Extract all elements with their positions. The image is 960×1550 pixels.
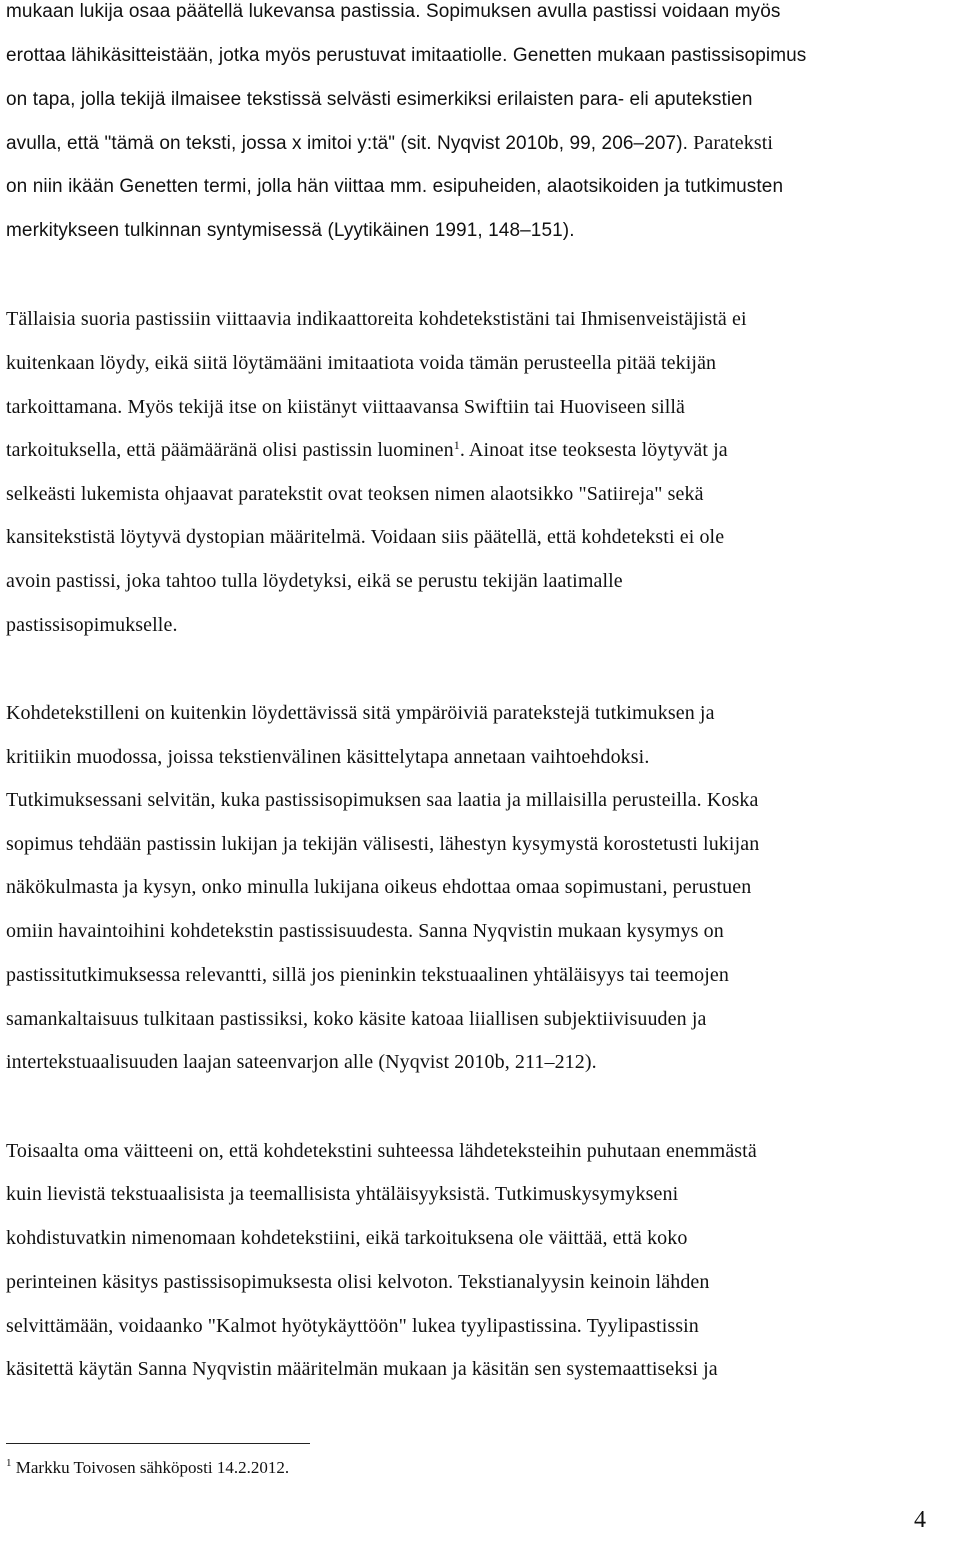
text-line [6,131,773,156]
text-line: mukaan lukija osaa päätellä lukevansa pastissia. Sopimuksen avulla pastissi voidaan myös [6,1,781,22]
text-line: pastissitutkimuksessa relevantti, sillä jos pieninkin tekstuaalinen yhtäläisyys tai teemojen [6,964,729,986]
text-line: kuin lievistä tekstuaalisista ja teemallisista yhtäläisyyksistä. Tutkimuskysymykseni [6,1183,679,1205]
text-line [6,438,728,462]
text-line: samankaltaisuus tulkitaan pastissiksi, koko käsite katoaa liiallisen subjektiivisuuden ja [6,1008,707,1030]
text-line: on niin ikään Genetten termi, jolla hän viittaa mm. esipuheiden, alaotsikoiden ja tutkimusten [6,176,784,197]
text-line: intertekstuaalisuuden laajan sateenvarjon alle (Nyqvist 2010b, 211–212). [6,1051,597,1073]
text-line: pastissisopimukselle. [6,614,178,636]
text-line: kritiikin muodossa, joissa tekstienvälinen käsittelytapa annetaan vaihtoehdoksi. [6,746,650,768]
text-line: omiin havaintoihini kohdetekstin pastissisuudesta. Sanna Nyqvistin mukaan kysymys on [6,920,724,942]
text-segment: . Ainoat itse teoksesta löytyvät ja [459,439,728,461]
text-line: käsitettä käytän Sanna Nyqvistin määritelmän mukaan ja käsitän sen systemaattiseksi ja [6,1358,718,1380]
text-segment: Parateksti [693,132,774,154]
text-line: on tapa, jolla tekijä ilmaisee tekstissä selvästi esimerkiksi erilaisten para- eli aputekstien [6,89,753,110]
text-line: perinteinen käsitys pastissisopimuksesta olisi kelvoton. Tekstianalyysin keinoin lähden [6,1271,710,1293]
text-line: erottaa lähikäsitteistään, jotka myös perustuvat imitaatiolle. Genetten mukaan pastissisopimus [6,45,807,66]
text-line: avoin pastissi, joka tahtoo tulla löydetyksi, eikä se perustu tekijän laatimalle [6,570,623,592]
text-line: selkeästi lukemista ohjaavat paratekstit ovat teoksen nimen alaotsikko "Satiireja" sekä [6,483,704,505]
text-line: kohdistuvatkin nimenomaan kohdetekstiini, eikä tarkoituksena ole väittää, että koko [6,1227,688,1249]
text-line: Tutkimuksessani selvitän, kuka pastissisopimuksen saa laatia ja millaisilla perusteilla. Koska [6,789,759,811]
text-segment: tarkoituksella, että päämääränä olisi pastissin luominen [6,439,454,461]
text-line: selvittämään, voidaanko "Kalmot hyötykäyttöön" lukea tyylipastissina. Tyylipastissin [6,1315,699,1337]
text-line: Toisaalta oma väitteeni on, että kohdetekstini suhteessa lähdeteksteihin puhutaan enemmästä [6,1140,757,1162]
text-line: merkitykseen tulkinnan syntymisessä (Lyytikäinen 1991, 148–151). [6,220,575,241]
text-line: kuitenkaan löydy, eikä siitä löytämääni imitaatiota voida tämän perusteella pitää tekijän [6,352,717,374]
text-line: tarkoittamana. Myös tekijä itse on kiistänyt viittaavansa Swiftiin tai Huoviseen sillä [6,396,686,418]
footnote-text: Markku Toivosen sähköposti 14.2.2012. [11,1458,290,1477]
text-line: Kohdetekstilleni on kuitenkin löydettävissä sitä ympäröiviä paratekstejä tutkimuksen ja [6,702,715,724]
footnote-reference[interactable]: 1 [453,438,460,452]
text-line: sopimus tehdään pastissin lukijan ja tekijän välisesti, lähestyn kysymystä korostetusti lukijan [6,833,760,855]
text-line: kansitekstistä löytyvä dystopian määritelmä. Voidaan siis päätellä, että kohdeteksti ei ole [6,526,725,548]
footnote-separator [6,1443,310,1444]
footnote-number: 1 [6,1457,12,1469]
text-line: Tällaisia suoria pastissiin viittaavia indikaattoreita kohdetekstistäni tai Ihmisenveistäjistä ei [6,308,747,330]
page-number: 4 [914,1507,926,1533]
text-line: näkökulmasta ja kysyn, onko minulla lukijana oikeus ehdottaa omaa sopimustani, perustuen [6,876,752,898]
text-segment: avulla, että "tämä on teksti, jossa x imitoi y:tä" (sit. Nyqvist 2010b, 99, 206–207). [6,133,689,154]
footnote [6,1457,289,1479]
